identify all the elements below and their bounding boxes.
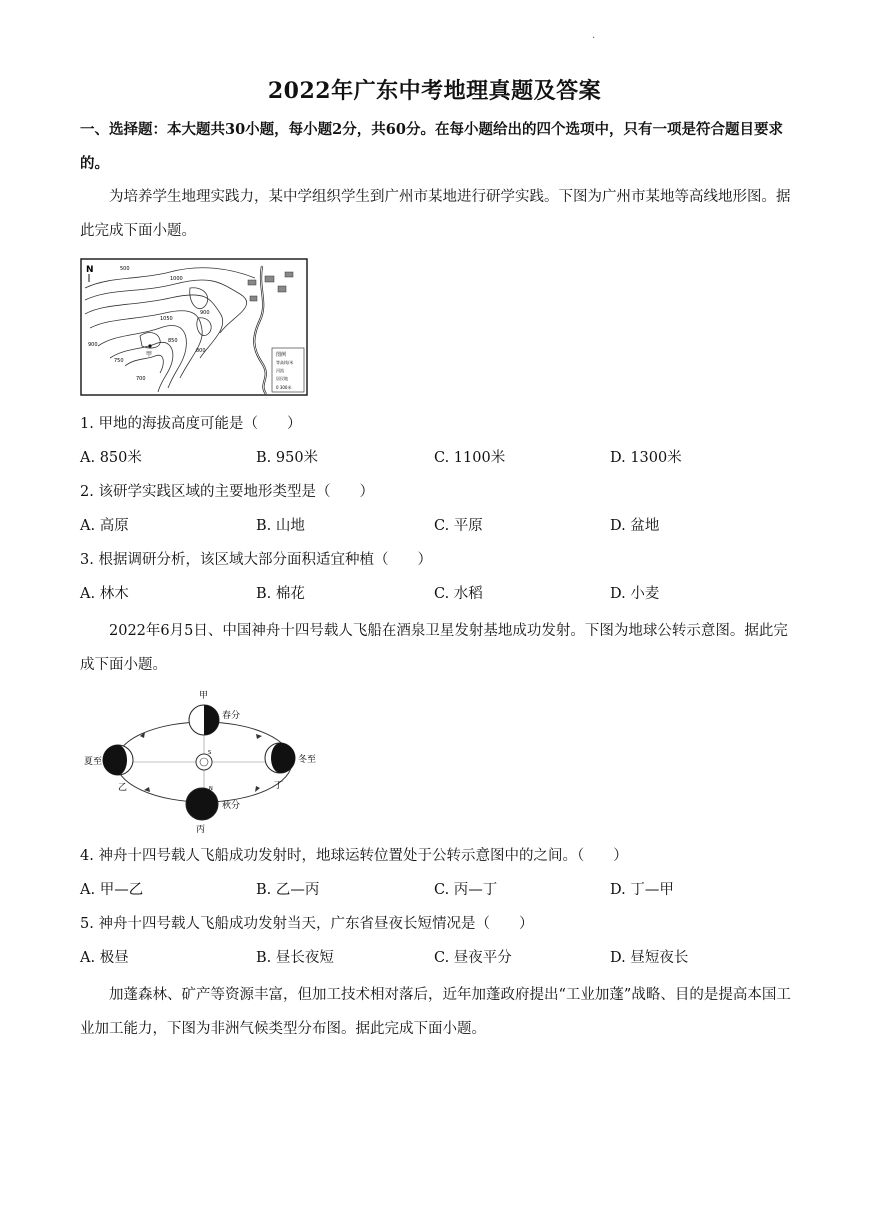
sun-icon (196, 754, 212, 770)
contour-map (80, 258, 308, 396)
contour-label: 900 (88, 342, 98, 348)
contour-label: 700 (136, 376, 146, 382)
question-4-stem: 4. 神舟十四号载人飞船成功发射时，地球运转位置处于公转示意图中的之间。（ ） (80, 848, 628, 864)
option-c[interactable]: C. 水稻 (434, 586, 483, 602)
legend-item: 居民地 (276, 376, 288, 381)
point-jia-label: 甲 (146, 351, 153, 358)
earth-bottom-icon (186, 788, 218, 820)
option-a[interactable]: A. 极昼 (80, 950, 129, 966)
position-yi-label: 乙 (118, 783, 128, 793)
question-2-options (80, 516, 792, 536)
contour-label: 1050 (160, 316, 173, 322)
point-jia-marker (148, 344, 151, 347)
legend-item: 河流 (276, 368, 284, 373)
option-d[interactable]: D. 小麦 (610, 586, 660, 602)
question-3-stem: 3. 根据调研分析，该区域大部分面积适宜种植（ ） (80, 552, 432, 568)
contour-label: 800 (196, 348, 206, 354)
question-1-options (80, 448, 792, 468)
question-5-stem: 5. 神舟十四号载人飞船成功发射当天，广东省昼夜长短情况是（ ） (80, 916, 534, 932)
legend-item: 等高线/米 (276, 360, 294, 365)
term-spring-equinox: 春分 (222, 711, 241, 721)
contour-label: 1000 (170, 276, 183, 282)
sun-label: S (208, 750, 212, 756)
position-ding-label: 丁 (274, 781, 284, 791)
contour-label: 750 (114, 358, 124, 364)
option-c[interactable]: C. 丙—丁 (434, 882, 498, 898)
contour-label: 900 (200, 310, 210, 316)
option-b[interactable]: B. 950米 (256, 450, 319, 466)
question-3-options (80, 584, 792, 604)
option-c[interactable]: C. 平原 (434, 518, 483, 534)
question-2-stem: 2. 该研学实践区域的主要地形类型是（ ） (80, 484, 374, 500)
option-d[interactable]: D. 1300米 (610, 450, 682, 466)
north-arrow-label: N (86, 265, 94, 275)
option-d[interactable]: D. 盆地 (610, 518, 660, 534)
term-summer-solstice: 夏至 (84, 757, 103, 767)
question-1-stem: 1. 甲地的海拔高度可能是（ ） (80, 416, 302, 432)
position-jia-label: 甲 (199, 691, 209, 701)
contour-map-figure (80, 258, 308, 396)
contour-label: 500 (120, 266, 130, 272)
legend-scale: 0 300米 (276, 385, 292, 390)
option-c[interactable]: C. 1100米 (434, 450, 506, 466)
term-autumn-equinox: 秋分 (222, 801, 241, 811)
option-b[interactable]: B. 乙—丙 (256, 882, 320, 898)
intro-paragraph-2: 2022年6月5日、中国神舟十四号载人飞船在酒泉卫星发射基地成功发射。下图为地球公转示意图。据此完成下面小题。 (80, 623, 788, 673)
option-a[interactable]: A. 高原 (80, 518, 129, 534)
intro-paragraph-1: 为培养学生地理实践力，某中学组织学生到广州市某地进行研学实践。下图为广州市某地等高线地形图。据此完成下面小题。 (80, 189, 791, 239)
option-d[interactable]: D. 丁—甲 (610, 882, 674, 898)
option-b[interactable]: B. 昼长夜短 (256, 950, 334, 966)
question-4-options (80, 880, 792, 900)
option-a[interactable]: A. 林木 (80, 586, 129, 602)
question-5-options (80, 948, 792, 968)
earth-left-icon (103, 745, 133, 775)
option-b[interactable]: B. 棉花 (256, 586, 305, 602)
position-bing-label: 丙 (196, 825, 206, 835)
orbit-diagram-figure (80, 684, 330, 836)
legend-title: 图例 (276, 352, 287, 358)
earth-top-icon (189, 705, 219, 735)
intro-paragraph-3: 加蓬森林、矿产等资源丰富，但加工技术相对落后，近年加蓬政府提出“工业加蓬”战略、目的是提高本国工业加工能力，下图为非洲气候类型分布图。据此完成下面小题。 (80, 987, 791, 1037)
term-winter-solstice: 冬至 (298, 755, 317, 765)
option-a[interactable]: A. 850米 (80, 450, 142, 466)
page-title: 2022年广东中考地理真题及答案 (267, 78, 602, 104)
header-dot: . (592, 30, 596, 41)
contour-label: 850 (168, 338, 178, 344)
option-c[interactable]: C. 昼夜平分 (434, 950, 512, 966)
option-b[interactable]: B. 山地 (256, 518, 305, 534)
section-heading: 一、选择题：本大题共30小题，每小题2分，共60分。在每小题给出的四个选项中，只有一项是符合题目要求的。 (80, 121, 783, 172)
earth-right-icon (265, 743, 295, 773)
pole-label: N (209, 786, 213, 792)
orbit-diagram (80, 684, 330, 836)
option-a[interactable]: A. 甲—乙 (80, 882, 144, 898)
option-d[interactable]: D. 昼短夜长 (610, 950, 689, 966)
